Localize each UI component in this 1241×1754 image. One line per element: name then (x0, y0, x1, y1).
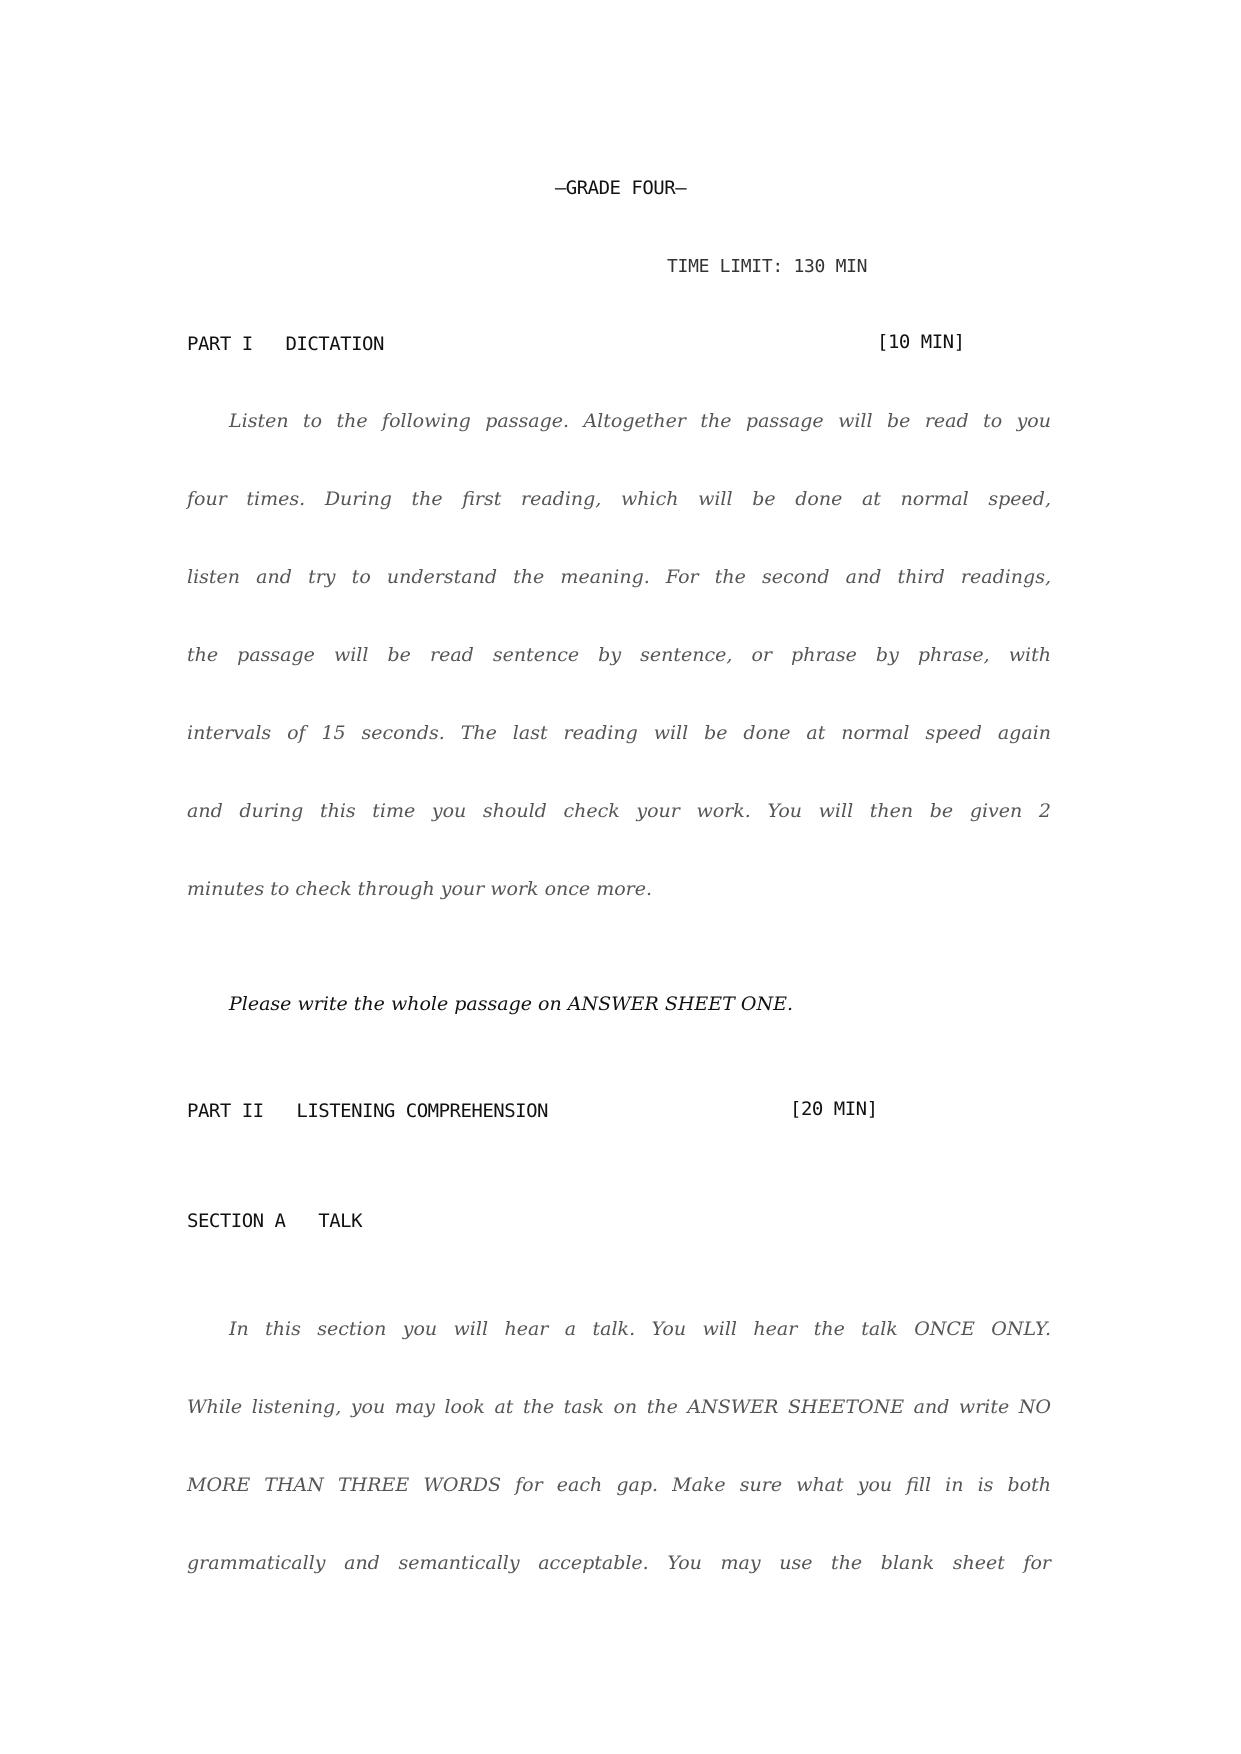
part1-time: [10 MIN] (877, 331, 965, 353)
part1-instruction-line: the passage will be read sentence by sentence, or phrase by phrase, with (187, 644, 1051, 666)
section-a-heading (187, 1210, 362, 1232)
section-a-instruction-line: While listening, you may look at the task on the ANSWER SHEETONE and write NO (187, 1396, 1051, 1418)
part1-instruction-line: listen and try to understand the meaning. For the second and third readings, (187, 566, 1051, 588)
section-a-instruction-line: In this section you will hear a talk. You will hear the talk ONCE ONLY. (229, 1318, 1051, 1340)
part1-instruction-line: Listen to the following passage. Altogether the passage will be read to you (229, 410, 1051, 432)
part1-instruction-line: intervals of 15 seconds. The last reading will be done at normal speed again (187, 722, 1051, 744)
part1-label: PART I DICTATION (187, 333, 384, 355)
part1-instruction-line: minutes to check through your work once more. (187, 878, 653, 900)
section-a-label: SECTION A TALK (187, 1210, 363, 1232)
part1-instruction-line: and during this time you should check your work. You will then be given 2 (187, 800, 1051, 822)
section-a-instruction-line: grammatically and semantically acceptable. You may use the blank sheet for (187, 1552, 1051, 1574)
part2-label: PART II LISTENING COMPREHENSION (187, 1100, 548, 1122)
part2-time: [20 MIN] (790, 1098, 878, 1120)
time-limit: TIME LIMIT: 130 MIN (667, 256, 868, 277)
part1-instruction-line: four times. During the first reading, which will be done at normal speed, (187, 488, 1051, 510)
part2-heading (187, 1100, 548, 1122)
answer-sheet-note: Please write the whole passage on ANSWER SHEET ONE. (229, 993, 793, 1015)
part1-heading (187, 333, 384, 355)
section-a-instruction-line: MORE THAN THREE WORDS for each gap. Make sure what you fill in is both (187, 1474, 1051, 1496)
grade-title: —GRADE FOUR— (554, 177, 687, 199)
